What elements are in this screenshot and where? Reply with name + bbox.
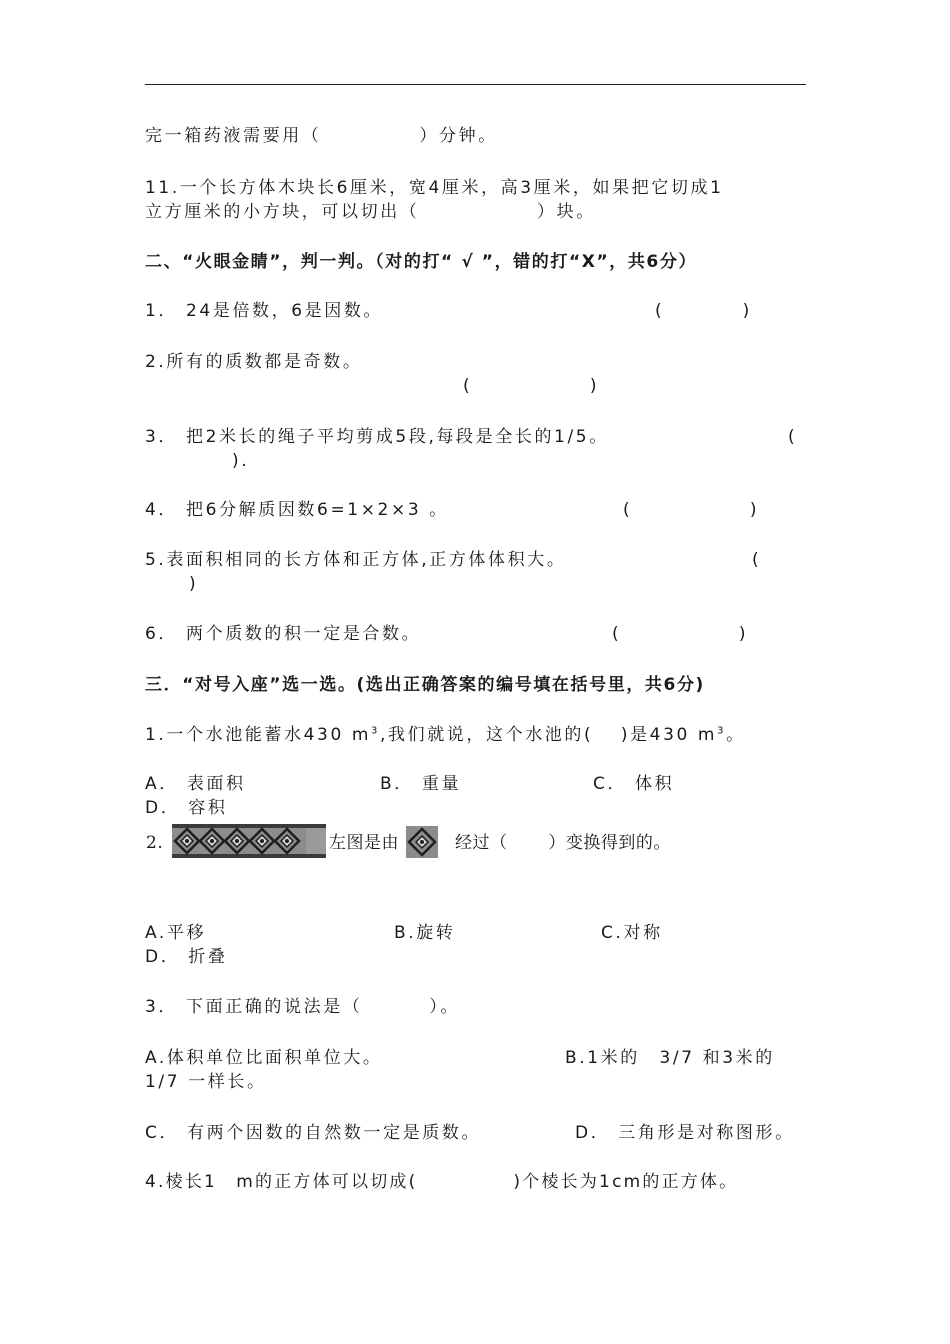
q3-option-c[interactable]: C． 有两个因数的自然数一定是质数。 (145, 1123, 482, 1143)
pattern-strip-figure (172, 824, 326, 858)
judge-item-4-answer[interactable]: ( ) (623, 500, 760, 520)
judge-item-1: 1． 24是倍数，6是因数。 (145, 301, 384, 321)
judge-item-5-answer-close: ) (189, 574, 199, 594)
q11-line1: 11.一个长方体木块长6厘米，宽4厘米，高3厘米，如果把它切成1 (145, 178, 724, 198)
choice-q4-stem: 4.棱长1 m的正方体可以切成( )个棱长为1cm的正方体。 (145, 1172, 739, 1192)
q1-option-d[interactable]: D． 容积 (145, 798, 228, 818)
judge-item-2: 2.所有的质数都是奇数。 (145, 352, 363, 372)
judge-item-6-answer[interactable]: ( ) (612, 624, 749, 644)
judge-item-1-answer[interactable]: ( ) (655, 301, 752, 321)
judge-item-5: 5.表面积相同的长方体和正方体,正方体体积大。 (145, 550, 567, 570)
q3-option-a[interactable]: A.体积单位比面积单位大。 (145, 1048, 383, 1068)
q3-option-b-continued: 1/7 一样长。 (145, 1072, 267, 1092)
judge-item-6: 6． 两个质数的积一定是合数。 (145, 624, 422, 644)
judge-item-3-answer-open[interactable]: ( (788, 427, 798, 447)
q11-line2: 立方厘米的小方块，可以切出（ ）块。 (145, 202, 596, 222)
q2-option-b[interactable]: B.旋转 (394, 923, 456, 943)
q3-option-d[interactable]: D． 三角形是对称图形。 (575, 1123, 795, 1143)
q2-number: 2. (146, 833, 164, 853)
choice-q3-stem: 3． 下面正确的说法是（ ）。 (145, 997, 460, 1017)
judge-item-4: 4． 把6分解质因数6=1×2×3 。 (145, 500, 449, 520)
q2-option-a[interactable]: A.平移 (145, 923, 207, 943)
q2-option-d[interactable]: D． 折叠 (145, 947, 228, 967)
part2-heading: 二、“火眼金睛”，判一判。（对的打“ √ ”，错的打“X”，共6分） (145, 252, 698, 272)
judge-item-3: 3． 把2米长的绳子平均剪成5段,每段是全长的1/5。 (145, 427, 609, 447)
q2-option-c[interactable]: C.对称 (601, 923, 663, 943)
judge-item-5-answer-open[interactable]: ( (752, 550, 762, 570)
choice-q1-stem: 1.一个水池能蓄水430 $m^3$,我们就说，这个水池的( )是430 $m^3$。 (145, 725, 746, 745)
q10-continuation: 完一箱药液需要用（ ）分钟。 (145, 126, 498, 146)
q2-text-before: 左图是由 (329, 833, 399, 853)
q3-option-b[interactable]: B.1米的 3/7 和3米的 (565, 1048, 775, 1068)
judge-item-2-answer[interactable]: ( ) (463, 376, 600, 396)
q1-option-c[interactable]: C． 体积 (593, 774, 675, 794)
q2-text-after: 经过（ ）变换得到的。 (455, 833, 671, 853)
judge-item-3-answer-close: ). (232, 451, 250, 471)
q1-option-b[interactable]: B． 重量 (380, 774, 462, 794)
q1-option-a[interactable]: A． 表面积 (145, 774, 246, 794)
part3-heading: 三．“对号入座”选一选。(选出正确答案的编号填在括号里，共6分) (145, 675, 705, 695)
header-rule (145, 84, 806, 85)
single-pattern-unit-figure (406, 826, 438, 858)
